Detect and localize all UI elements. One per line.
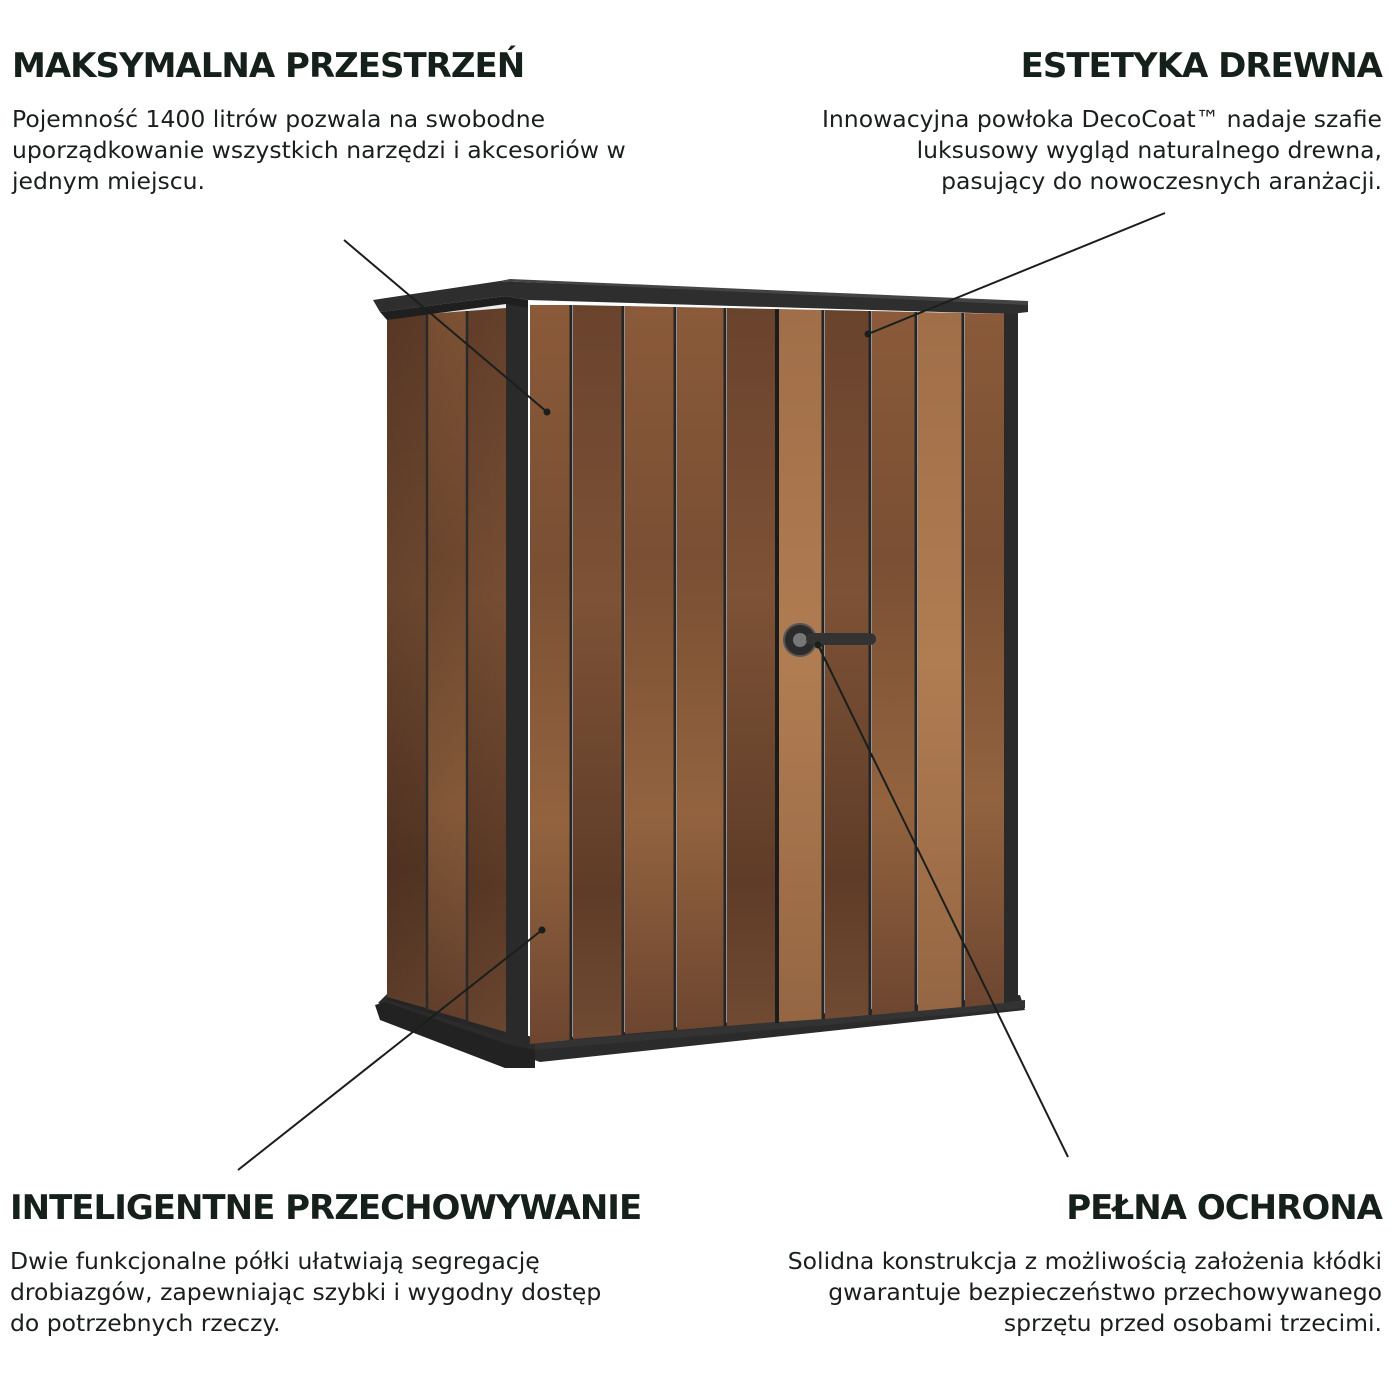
feature-max-space	[12, 46, 672, 197]
feature-wood-aesthetics	[782, 46, 1382, 197]
feature-full-protection	[742, 1188, 1382, 1339]
feature-description: Solidna konstrukcja z możliwością założenia kłódki gwarantuje bezpieczeństwo przechowywanego sprzętu przed osobami trzecimi.	[787, 1247, 1382, 1337]
cabinet-right-post	[1004, 310, 1018, 1003]
cabinet-side-panel	[387, 300, 512, 1040]
door-split	[775, 309, 779, 1023]
feature-description: Pojemność 1400 litrów pozwala na swobodne uporządkowanie wszystkich narzędzi i akcesoriów w jednym miejscu.	[12, 105, 626, 195]
feature-smart-storage	[10, 1188, 700, 1339]
cabinet-corner-post	[506, 300, 528, 1048]
feature-title: INTELIGENTNE PRZECHOWYWANIE	[10, 1188, 642, 1228]
feature-title: PEŁNA OCHRONA	[1066, 1188, 1382, 1228]
feature-description: Innowacyjna powłoka DecoCoat™ nadaje szafie luksusowy wygląd naturalnego drewna, pasujący do nowoczesnych aranżacji.	[821, 105, 1382, 195]
feature-description: Dwie funkcjonalne półki ułatwiają segregację drobiazgów, zapewniając szybki i wygodny dostęp do potrzebnych rzeczy.	[10, 1247, 602, 1337]
cabinet-front-planks	[530, 305, 1004, 1044]
feature-title: MAKSYMALNA PRZESTRZEŃ	[12, 46, 525, 86]
feature-title: ESTETYKA DREWNA	[1020, 46, 1382, 86]
